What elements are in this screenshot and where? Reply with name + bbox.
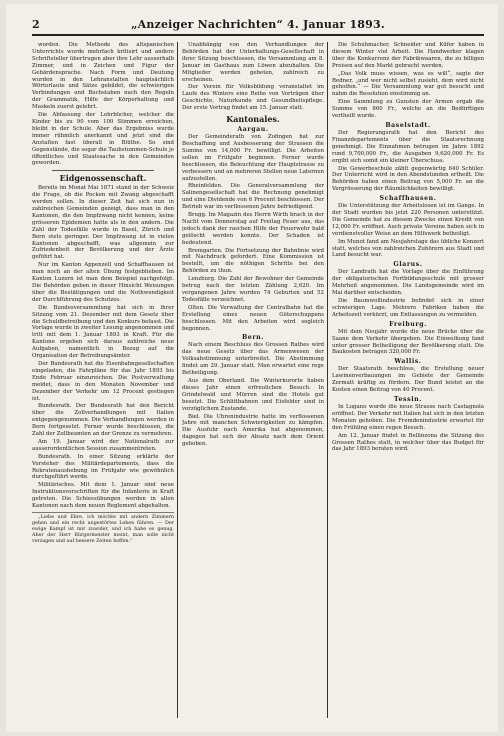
paragraph: Biel. Die Uhrenindustrie hatte im verflossenen Jahre mit manchen Schwierigkeiten zu kämpfen. Die Ausfuhr nach Amerika hat abgenommen, dagegen hat sich der Absatz nach dem Orient gehoben. <box>182 413 324 448</box>
paragraph: Die Schuhmacher, Schneider und Küfer haben in diesem Winter viel Arbeit. Die Handwerker klagen über die Konkurrenz der Fabrikwaaren, die zu billigen Preisen auf den Markt gebracht werden. <box>332 42 484 69</box>
paragraph: Der Regierungsrath hat den Bericht des Finanzdepartements über die Staatsrechnung genehmigt. Die Einnahmen betrugen im Jahre 1892 rund 9,700,000 Fr., die Ausgaben 9,620,000 Fr. Es ergibt sich somit ein kleiner Überschuss. <box>332 129 484 164</box>
footnote: „Liebe und Ehre, ich möchte mit andern Zimmern gehen und ein recht ungestörtes Leben führen. — Der ewige Kampf ist mir zuwider, und ich habe es genug. Aber der Herr Bürgermeister meint, man solle nicht verzagen und auf bessere Zeiten hoffen.“ <box>32 515 174 544</box>
page-header <box>32 18 484 36</box>
paragraph: Die Abfassung der Lehrbücher, welcher die Kinder bis zu 90 vom 100 Stimmen erreichen, bleibt in der Schule. Aber das Ergebniss wurde immer rühmlich anerkannt und jetzt sind die Anstalten fast überall in Blüthe. So sind Gegenstände, die sogar die Taubstummen-Schule je öffentliches und Staatssache in den Gemeinden geworden. <box>32 112 174 167</box>
paragraph: Der Bundesrath hat die Eisenbahngesellschaften eingeladen, die Fahrpläne für das Jahr 1893 bis Ende Februar einzureichen. Die Postverwaltung meldet, dass in den Monaten November und Dezember der Verkehr um 12 Procent gestiegen ist. <box>32 360 174 402</box>
paragraph: Bundesrath. In einer Sitzung erklärte der Vorsteher des Militärdepartements, dass die Rekrutenaushebung im Frühjahr wie gewöhnlich durchgeführt werde. <box>32 453 174 481</box>
column-divider <box>177 42 178 718</box>
paragraph: Der Landrath hat die Vorlage über die Einführung der obligatorischen Fortbildungsschule mit grosser Mehrheit angenommen. Die Landsgemeinde wird im Mai darüber entscheiden. <box>332 269 484 297</box>
paragraph: Militärisches. Mit dem 1. Januar sind neue Instruktionsvorschriften für die Infanterie in Kraft getreten. Die Schiessübungen werden in allen Kantonen nach dem neuen Reglement abgehalten. <box>32 482 174 510</box>
paragraph: Der Verein für Volksbildung veranstaltet im Laufe des Winters eine Reihe von Vorträgen über Geschichte, Naturkunde und Gesundheitspflege. Der erste Vortrag findet am 15. Januar statt. <box>182 84 324 112</box>
paragraph: Am 12. Januar findet in Bellinzona die Sitzung des Grossen Rathes statt, in welcher über das Budget für das Jahr 1893 beraten wird. <box>332 432 484 453</box>
paragraph: Der Gemeinderath von Zofingen hat zur Beschaffung und Ausbesserung der Strassen die Summe von 14,000 Fr. bewilligt. Die Arbeiten sollen im Frühjahr beginnen. Ferner wurde beschlossen, die Beleuchtung der Hauptstrasse zu verbessern und an mehreren Stellen neue Laternen aufzustellen. <box>182 134 324 182</box>
paragraph: Die Unterstützung der Arbeitslosen ist im Gange. In der Stadt wurden bis jetzt 220 Personen unterstützt. Die Gemeinde hat zu diesem Zwecke einen Kredit von 12,000 Fr. eröffnet. Auch private Vereine haben sich in verdienstvoller Weise an dem Hilfswerk betheiligt. <box>332 203 484 237</box>
paragraph: Die Baumwollindustrie befindet sich in einer schwierigen Lage. Mehrere Fabriken haben die Arbeitszeit verkürzt, um Entlassungen zu vermeiden. <box>332 298 484 318</box>
paragraph: Der Staatsrath beschloss, die Erstellung neuer Lawinenverbauungen im Gebiete der Gemeinde Zermatt kräftig zu fördern. Der Bund leistet an die Kosten einen Beitrag von 40 Procent. <box>332 366 484 394</box>
paragraph: Bereits im Monat Mai 1871 stand in der Schweiz die Frage, ob die Pocken mit Zwang abgeschafft werden sollen. In dieser Zeit hat sich nun in zahlreichen Gemeinden gezeigt, dass man in den Kantonen, die den Impfzwang nicht kennen, keine grösseren Epidemien hatte als in den andern. Die Zahl der Todesfälle wurde in Basel, Zürich und Bern stets geringer. Der Impfzwang ist in vielen Kantonen abgeschafft, was allgemein zur Zufriedenheit der Bevölkerung und der Ärzte geführt hat. <box>32 185 174 261</box>
paragraph: Die Bundesversammlung hat sich in ihrer Sitzung vom 21. Dezember mit dem Gesetz über die Schuldbetreibung und den Konkurs befasst. Die Vorlage wurde in zweiter Lesung angenommen und tritt mit dem 1. Januar 1893 in Kraft. Für die Kantone ergeben sich daraus zahlreiche neue Aufgaben, namentlich in Bezug auf die Organisation der Betreibungsämter. <box>32 304 174 360</box>
paragraph: worden. Die Methode des altspanischen Unterrichts wurde mehrfach kritisirt und andere Schriftsteller übertrugen aber ihre Lehr ausserhalb Zimmer, und in Zeichen und Figur der Gebärdensprache. Nach Form und Deutung wurden in den Lehranstalten hauptsächlich Wörterlaute und Sätze gebildet, die schwierigen Verbindungen und Buchstaben nach den Regeln der Grammatik, Hilfe der Körperhaltung und Muskeln zuerst gelehrt. <box>32 42 174 111</box>
paragraph: Bundesrath. Der Bundesrath hat den Bericht über die Zollverhandlungen mit Italien entgegengenommen. Die Verhandlungen werden in Bern fortgesetzt. Ferner wurde beschlossen, die Zahl der Zollbeamten an der Grenze zu vermehren. <box>32 403 174 438</box>
subheading-tessin: Tessin. <box>394 395 422 403</box>
section-separator <box>52 170 154 171</box>
subheading-baselstadt: Baselstadt. <box>385 121 431 129</box>
subheading-glarus: Glarus. <box>393 261 423 269</box>
paragraph: Unabhängig von den Verhandlungen der Behörden hat der Unterhaltungs-Gesellschaft in ihrer Sitzung beschlossen, die Versammlung am 8. Januar im Gasthaus zum Löwen abzuhalten. Die Mitglieder werden gebeten, zahlreich zu erscheinen. <box>182 42 324 83</box>
column-3 <box>332 42 484 718</box>
column-2 <box>182 42 324 718</box>
newspaper-title: „Anzeiger Nachrichten“ 4. Januar 1893. <box>131 18 385 31</box>
page-number: 2 <box>32 18 40 31</box>
paragraph: Nur im Kanton Appenzell und Schaffhausen ist man noch an der alten Übung festgeblieben. Im Kanton Luzern ist man dem Beispiel nachgefolgt. Die Behörden geben in dieser Hinsicht Weisungen über die Bestätigungen und die Nothwendigkeit der Durchführung des Schutzes. <box>32 262 174 303</box>
paragraph: Nach einem Beschluss des Grossen Rathes wird das neue Gesetz über das Armenwesen der Volksabstimmung unterbreitet. Die Abstimmung findet am 29. Januar statt. Man erwartet eine rege Betheiligung. <box>182 342 324 377</box>
subheading-schaffhausen: Schaffhausen. <box>379 195 437 203</box>
newspaper-page <box>6 4 498 732</box>
subheading-freiburg: Freiburg. <box>389 320 427 328</box>
subheading-aargau: Aargau. <box>237 126 269 134</box>
paragraph: Bremgarten. Die Fortsetzung der Bahnlinie wird mit Nachdruck gefordert. Eine Kommission ist bestellt, um die nöthigen Schritte bei den Behörden zu thun. <box>182 247 324 275</box>
paragraph: Olten. Die Verwaltung der Centralbahn hat die Erstellung eines neuen Güterschuppens beschlossen. Mit den Arbeiten wird sogleich begonnen. <box>182 304 324 332</box>
subheading-bern: Bern. <box>241 334 265 342</box>
column-1 <box>32 42 174 718</box>
paragraph: In Lugano wurde die neue Strasse nach Castagnola eröffnet. Der Verkehr mit Italien hat sich in den letzten Monaten gehoben. Die Fremdenindustrie erwartet für den Frühling einen regen Besuch. <box>332 403 484 431</box>
subheading-wallis: Wallis. <box>394 358 422 366</box>
section-heading-eidgenossenschaft: Eidgenossenschaft. <box>59 173 147 184</box>
paragraph: „Das Volk muss wissen, was es will“, sagte der Redner, „und wer nicht selbst zusieht, dem wird nicht geholfen.“ — Die Versammlung war gut besucht und nahm die Resolution einstimmig an. <box>332 70 484 98</box>
paragraph: Im Munot fand am Neujahrstage das übliche Konzert statt, welches von zahlreichen Zuhörern aus Stadt und Land besucht war. <box>332 238 484 259</box>
section-heading-kantonales: Kantonales. <box>226 114 280 125</box>
paragraph: Am 19. Januar wird der Nationalrath zur ausserordentlichen Session zusammentreten. <box>32 438 174 452</box>
paragraph: Rheinfelden. Die Generalversammlung der Salinengesellschaft hat die Rechnung genehmigt und eine Dividende von 6 Procent beschlossen. Der Betrieb war im verflossenen Jahre befriedigend. <box>182 183 324 211</box>
paragraph: Brugg. Im Magazin des Herrn Wirth brach in der Nacht vom Donnerstag auf Freitag Feuer aus, das jedoch dank der raschen Hilfe der Feuerwehr bald gelöscht werden konnte. Der Schaden ist bedeutend. <box>182 212 324 246</box>
footnote-divider <box>32 512 174 513</box>
paragraph: Eine Sammlung zu Gunsten der Armen ergab die Summe von 860 Fr., welche an die Bedürftigen vertheilt wurde. <box>332 99 484 120</box>
paragraph: Lenzburg. Die Zahl der Bewohner der Gemeinde betrug nach der letzten Zählung 2,620. Im vergangenen Jahre wurden 74 Geburten und 52 Todesfälle verzeichnet. <box>182 276 324 303</box>
column-divider <box>327 42 328 718</box>
paragraph: Aus dem Oberland. Die Winterkurorte haben dieses Jahr einen erfreulichen Besuch. In Grindelwald und Mürren sind die Hotels gut besetzt. Die Schlittbahnen und Eisfelder sind in vorzüglichem Zustande. <box>182 377 324 412</box>
paragraph: Die Gewerbeschule zählt gegenwärtig 640 Schüler. Der Unterricht wird in den Abendstunden ertheilt. Die Behörden haben einen Beitrag von 5,000 Fr. an die Vergrösserung der Räumlichkeiten bewilligt. <box>332 165 484 193</box>
paragraph: Mit dem Neujahr wurde die neue Brücke über die Saane dem Verkehr übergeben. Die Einweihung fand unter grosser Betheiligung der Bevölkerung statt. Die Baukosten betragen 320,000 Fr. <box>332 328 484 356</box>
